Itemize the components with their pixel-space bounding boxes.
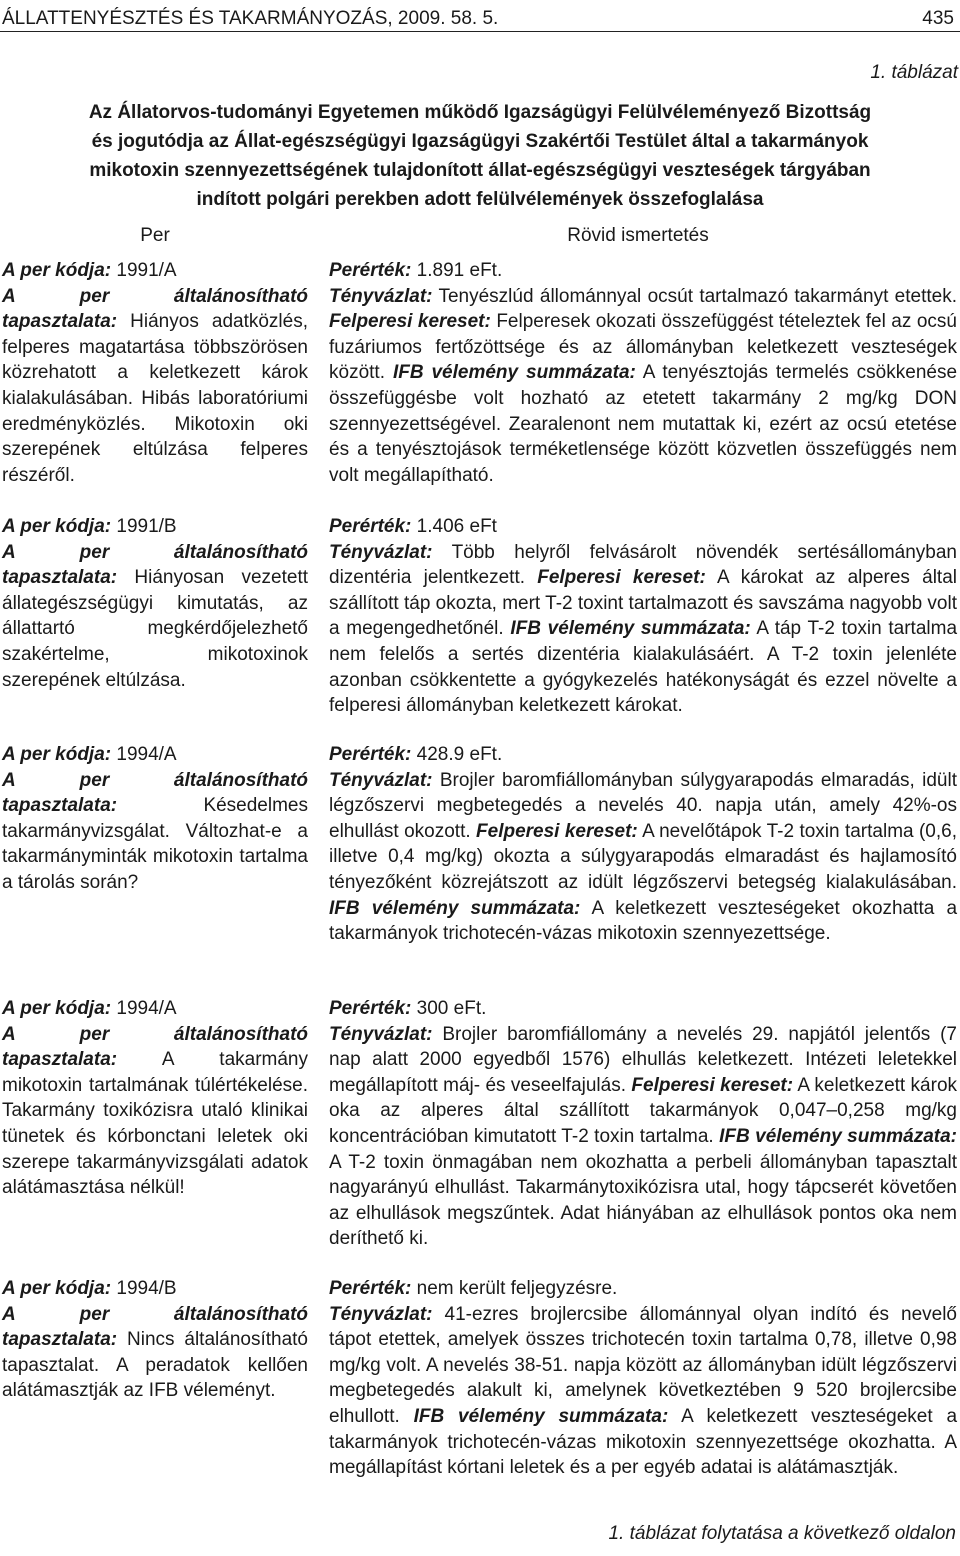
opinion-label: IFB vélemény summázata: (413, 1405, 669, 1427)
lesson-text: Hiányos adatközlés, felperes magatartása többszörösen közrehatott a keletkezett károk kialakulásában. Hibás laboratóriumi eredményközlés. Mikotoxin oki szerepének eltúlzása felperes részéről. (2, 311, 308, 486)
case-cell (2, 1276, 308, 1404)
facts-text: Brojler baromfiállomány a nevelés 29. napjától jelentős (7 nap alatt 2000 egyedből 1576) elhullás keletkezett. Intézeti leletekkel megállapított máj- és veseelfajulás. (329, 1023, 958, 1096)
lesson-label: A per általánosítható tapasztalata: (2, 285, 308, 333)
summary-cell (329, 1276, 957, 1481)
claim-label: Felperesi kereset: (329, 311, 491, 333)
title-line: és jogutódja az Állat-egészségügyi Igazságügyi Szakértői Testület által a takarmányok (91, 131, 869, 152)
column-header-per: Per (140, 225, 170, 246)
case-code: 1991/B (116, 516, 177, 537)
lesson-label: A per általánosítható tapasztalata: (2, 541, 308, 589)
value-text: 428.9 eFt. (416, 744, 503, 765)
facts-text: 41-ezres brojlercsibe állománnyal olyan indító és nevelő tápot etettek, amelyek összes trichotecén toxin tartalma 0,78, illetve 0,98 mg/kg volt. A nevelés 38-51. napja között az állományban idült légzőszervi megbetegedés alakult ki, amelynek következtében 9 520 brojlercsibe elhullott. (329, 1303, 957, 1427)
opinion-text: A T-2 toxin önmagában nem okozhatta a perbeli állományban tapasztalt nagyarányú elhullást. Takarmánytoxikózisra utal, hogy tápcserét követően az elhullások megszűntek. Adat hiányában az elhullások pontos oka nem deríthető ki. (329, 1151, 957, 1250)
case-cell (2, 996, 308, 1201)
case-code-label: A per kódja: (2, 516, 112, 537)
facts-text: Tenyészlúd állománnyal ocsút tartalmazó takarmányt etettek. (438, 285, 957, 307)
value-text: 1.406 eFt (416, 516, 497, 537)
case-code-label: A per kódja: (2, 1278, 112, 1299)
claim-text: A keletkezett károk oka az alperes által szállított takarmányok 0,047–0,258 mg/kg koncentrációban kimutatott T-2 toxin tartalma. (329, 1074, 958, 1147)
lesson-text: Késedelmes takarmányvizsgálat. Változhat-e a takarmányminták mikotoxin tartalma a tárolás során? (2, 795, 308, 893)
table-title (20, 98, 940, 214)
value-label: Perérték: (329, 260, 412, 281)
case-cell (2, 258, 308, 488)
lesson-text: Hiányosan vezetett állategészségügyi kimutatás, az állattartó megkérdőjelezhető szakértelme, mikotoxinok szerepének eltúlzása. (2, 567, 309, 691)
claim-text: A nevelőtápok T-2 toxin tartalma (0,6, illetve 0,4 mg/kg) okozta a súlygyarapodás elmaradást és hajlamosító tényezőként közrejátszott az idült légzőszervi betegség kialakulásában. (329, 820, 957, 893)
case-cell (2, 514, 308, 693)
value-label: Perérték: (329, 1278, 412, 1299)
summary-cell (329, 258, 957, 488)
case-code: 1991/A (116, 260, 177, 281)
title-line: Az Állatorvos-tudományi Egyetemen működő Igazságügyi Felülvéleményező Bizottság (88, 102, 872, 123)
claim-text: A károkat az alperes által szállított táp okozta, mert T-2 toxint tartalmazott és savszáma nagyobb volt a megengedhetőnél. (329, 567, 958, 640)
opinion-text: A keletkezett veszteségeket a takarmányok trichotecén-vázas mikotoxin szennyezettsége okozhatta. A megállapítást kórtani leletek és a per egyéb adatai is alátámasztják. (329, 1405, 958, 1479)
case-code-label: A per kódja: (2, 998, 112, 1019)
facts-label: Tényvázlat: (329, 1303, 433, 1325)
summary-cell (329, 996, 957, 1252)
case-code: 1994/A (116, 998, 177, 1019)
title-line: mikotoxin szennyezettségének tulajdonított állat-egészségügyi veszteségek tárgyában (89, 160, 871, 181)
claim-label: Felperesi kereset: (631, 1074, 794, 1096)
continuation-note: 1. táblázat folytatása a következő oldalon (608, 1523, 956, 1544)
case-code-label: A per kódja: (2, 260, 112, 281)
lesson-text: Nincs általánosítható tapasztalat. A peradatok kellően alátámasztják az IFB véleményt. (2, 1329, 308, 1402)
facts-label: Tényvázlat: (329, 285, 433, 307)
value-label: Perérték: (329, 998, 412, 1019)
page-number: 435 (922, 8, 954, 29)
claim-label: Felperesi kereset: (476, 820, 638, 842)
table-label: 1. táblázat (870, 62, 958, 83)
value-text: nem került feljegyzésre. (416, 1278, 618, 1299)
case-cell (2, 742, 308, 896)
title-line: indított polgári perekben adott felülvélemények összefoglalása (196, 189, 764, 210)
value-text: 1.891 eFt. (416, 260, 503, 281)
lesson-label: A per általánosítható tapasztalata: (2, 1023, 308, 1071)
facts-text: Brojler baromfiállományban súlygyarapodás elmaradás, idült légzőszervi megbetegedés a nevelés 40. napja után, amely 42%-os elhullást okozott. (329, 769, 958, 842)
lesson-label: A per általánosítható tapasztalata: (2, 769, 308, 817)
value-text: 300 eFt. (416, 998, 487, 1019)
facts-label: Tényvázlat: (329, 541, 433, 563)
value-label: Perérték: (329, 744, 412, 765)
claim-label: Felperesi kereset: (537, 567, 706, 589)
claim-text: Felperesek okozati összefüggést tételeztek fel az ocsú fuzáriumos fertőzöttsége és az állományban keletkezett veszteségek között. (329, 311, 958, 384)
opinion-label: IFB vélemény summázata: (392, 362, 636, 384)
running-header (0, 5, 960, 32)
opinion-text: A keletkezett veszteségeket okozhatta a takarmányok trichotecén-vázas mikotoxin szennyezettsége. (329, 897, 958, 945)
opinion-text: A táp T-2 toxin tartalma nem felelős a sertés dizentéria kialakulásáért. A T-2 toxin jelenléte azonban csökkentette a gyógykezelés hatékonyságát és ezzel növelte a felperesi állományban keletkezett károkat. (329, 618, 958, 717)
opinion-label: IFB vélemény summázata: (329, 897, 581, 919)
lesson-text: A takarmány mikotoxin tartalmának túlértékelése. Takarmány toxikózisra utaló klinikai tünetek és kórbonctani leletek oki szerepe takarmányvizsgálati adatok alátámasztása nélkül! (2, 1049, 309, 1199)
summary-cell (329, 514, 957, 719)
case-code-label: A per kódja: (2, 744, 112, 765)
column-header-summary: Rövid ismertetés (567, 225, 709, 246)
journal-title: ÁLLATTENYÉSZTÉS ÉS TAKARMÁNYOZÁS, 2009. 58. 5. (2, 8, 499, 29)
case-code: 1994/B (116, 1278, 177, 1299)
summary-cell (329, 742, 957, 947)
lesson-label: A per általánosítható tapasztalata: (2, 1303, 308, 1351)
value-label: Perérték: (329, 516, 412, 537)
facts-label: Tényvázlat: (329, 769, 433, 791)
opinion-label: IFB vélemény summázata: (719, 1125, 958, 1147)
facts-text: Több helyről felvásárolt növendék sertésállományban dizentéria jelentkezett. (329, 541, 957, 589)
case-code: 1994/A (116, 744, 177, 765)
opinion-text: A tenyésztojás termelés csökkenése összefüggésbe volt hozható az etetett takarmány 2 mg/kg DON szennyezettségével. Zearalenont nem mutattak ki, ezért az ocsú etetése és a tenyésztojások terméketlensége között közvetlen összefüggés nem volt megállapítható. (329, 362, 958, 486)
facts-label: Tényvázlat: (329, 1023, 433, 1045)
opinion-label: IFB vélemény summázata: (510, 618, 751, 640)
